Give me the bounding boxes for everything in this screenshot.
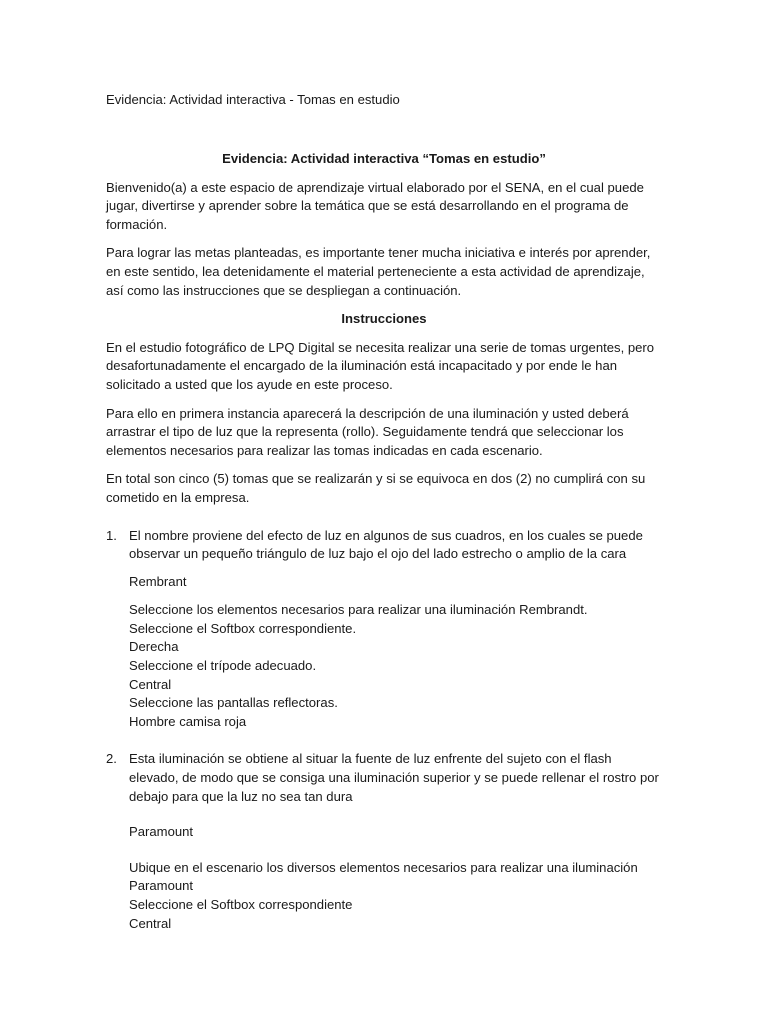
list-item-line: Seleccione los elementos necesarios para realizar una iluminación Rembrandt. [129,602,588,618]
list-item-number: 1. [106,527,117,543]
list-item-answer: Rembrant [129,573,187,589]
list-item-line: Seleccione las pantallas reflectoras. [129,695,338,711]
document-body [106,150,662,933]
list-item-line: Seleccione el trípode adecuado. [129,658,317,674]
instruction-paragraph: Para ello en primera instancia aparecerá la descripción de una iluminación y usted deberá arrastrar el tipo de luz que la representa (rollo). Seguidamente tendrá que seleccionar los elementos necesarios para realizar las tomas indicadas en cada escenario. [106,405,629,458]
list-item-lines [129,601,662,731]
list-item [106,750,662,933]
list-item-answer: Paramount [129,824,194,840]
list-item-line: Seleccione el Softbox correspondiente [129,897,353,912]
list-item-line: Derecha [129,639,179,655]
list-item-line: Ubique en el escenario los diversos elementos necesarios para realizar una iluminación Paramount [129,859,638,894]
list-item-lines [129,859,662,933]
list-item-line: Hombre camisa roja [129,713,247,729]
instructions-heading: Instrucciones [341,311,427,327]
list-item-text: El nombre proviene del efecto de luz en algunos de sus cuadros, en los cuales se puede observar un pequeño triángulo de luz bajo el ojo del lado estrecho o amplio de la cara [129,527,643,562]
instruction-paragraph: En total son cinco (5) tomas que se realizarán y si se equivoca en dos (2) no cumplirá con su cometido en la empresa. [106,471,646,505]
list-item [106,527,662,732]
instruction-paragraph: En el estudio fotográfico de LPQ Digital se necesita realizar una serie de tomas urgentes, pero desafortunadamente el encargado de la iluminación está incapacitado y por ende le han solicitado a usted que los ayude en este proceso. [106,339,655,392]
document-title: Evidencia: Actividad interactiva “Tomas en estudio” [222,151,546,166]
intro-paragraph: Bienvenido(a) a este espacio de aprendizaje virtual elaborado por el SENA, en el cual puede jugar, divertirse y aprender sobre la temática que se está desarrollando en el programa de formación. [106,179,644,232]
list-item-line: Seleccione el Softbox correspondiente. [129,620,357,636]
list-item-number: 2. [106,751,117,767]
document-header: Evidencia: Actividad interactiva - Tomas en estudio [106,92,400,107]
intro-paragraph: Para lograr las metas planteadas, es importante tener mucha iniciativa e interés por aprender, en este sentido, lea detenidamente el material perteneciente a esta actividad de aprendizaje, así como las instrucciones que se despliegan a continuación. [106,245,651,298]
list-item-line: Central [129,915,172,931]
list-item-text: Esta iluminación se obtiene al situar la fuente de luz enfrente del sujeto con el flash elevado, de modo que se consiga una iluminación superior y se puede rellenar el rostro por debajo para que la luz no sea tan dura [129,751,659,804]
list-item-line: Central [129,676,172,692]
